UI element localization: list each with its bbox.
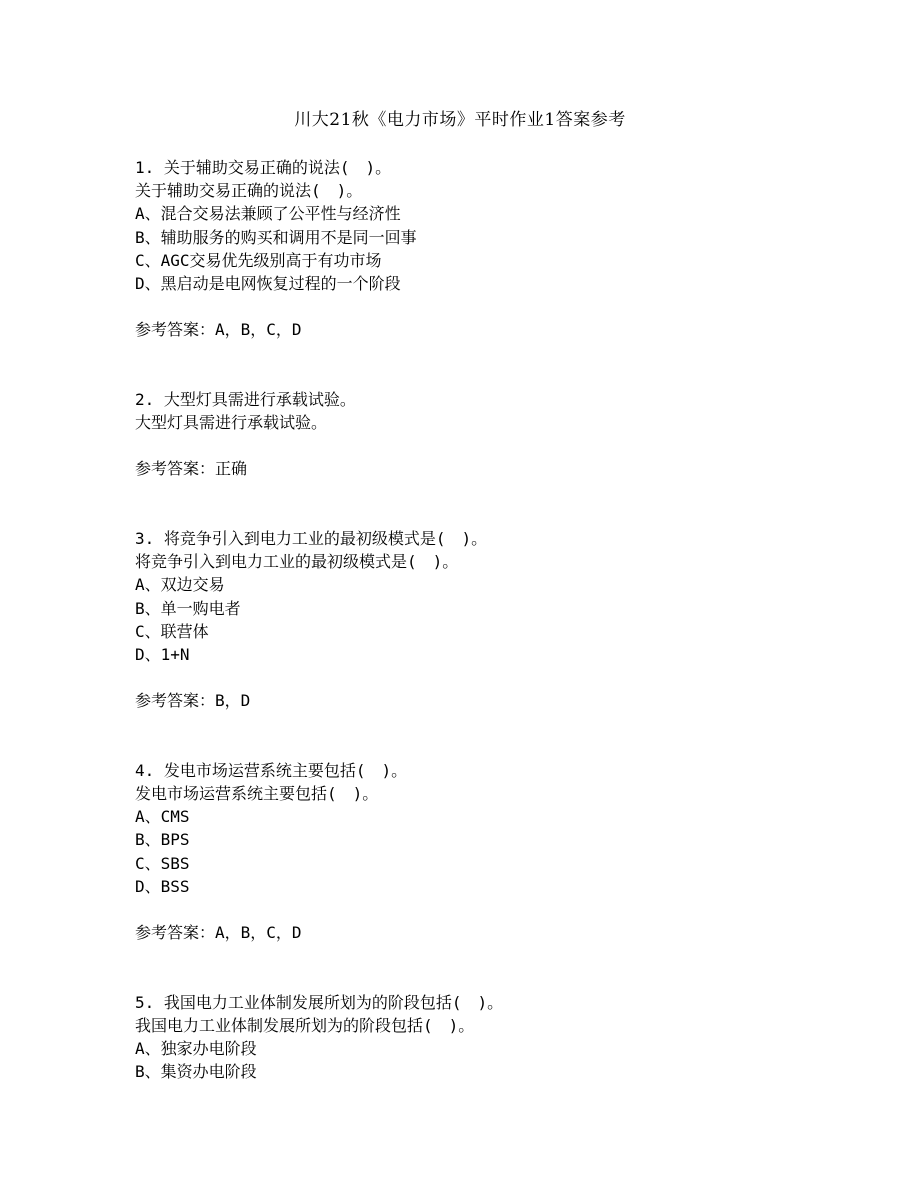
answer-label: 参考答案： (135, 459, 216, 479)
question-4 (135, 759, 835, 945)
answer-value: 正确 (215, 459, 248, 479)
question-repeat: 将竞争引入到电力工业的最初级模式是( )。 (135, 552, 459, 572)
option-d: D、BSS (135, 876, 190, 896)
question-stem: 2. 大型灯具需进行承载试验。 (135, 389, 356, 409)
question-stem: 4. 发电市场运营系统主要包括( )。 (135, 760, 408, 780)
question-2 (135, 388, 835, 481)
question-stem: 3. 将竞争引入到电力工业的最初级模式是( )。 (135, 529, 488, 549)
option-d: D、1+N (135, 644, 190, 664)
answer-value: A，B，C，D (215, 320, 302, 340)
option-d: D、黑启动是电网恢复过程的一个阶段 (135, 273, 401, 293)
answer-label: 参考答案： (135, 691, 216, 711)
answer-line (135, 318, 835, 341)
question-repeat: 我国电力工业体制发展所划为的阶段包括( )。 (135, 1016, 475, 1035)
option-c: C、SBS (135, 853, 190, 873)
option-a: A、独家办电阶段 (135, 1039, 257, 1059)
answer-line (135, 921, 835, 944)
question-3 (135, 527, 835, 713)
question-stem: 1. 关于辅助交易正确的说法( )。 (135, 158, 392, 177)
question-stem: 5. 我国电力工业体制发展所划为的阶段包括( )。 (135, 992, 504, 1012)
answer-value: B，D (215, 691, 251, 711)
option-b: B、辅助服务的购买和调用不是同一回事 (135, 227, 417, 247)
answer-line (135, 457, 835, 480)
question-1 (135, 156, 835, 342)
document-title: 川大21秋《电力市场》平时作业1答案参考 (294, 110, 626, 130)
option-c: C、联营体 (135, 621, 209, 641)
answer-line (135, 689, 835, 712)
answer-label: 参考答案： (135, 320, 216, 340)
option-b: B、单一购电者 (135, 598, 241, 618)
answer-label: 参考答案： (135, 923, 216, 943)
answer-value: A，B，C，D (215, 923, 302, 943)
option-a: A、双边交易 (135, 575, 225, 595)
option-a: A、CMS (135, 807, 190, 827)
question-list (135, 156, 835, 1084)
question-5 (135, 991, 835, 1084)
option-a: A、混合交易法兼顾了公平性与经济性 (135, 204, 401, 224)
question-repeat: 大型灯具需进行承载试验。 (135, 413, 328, 433)
question-repeat: 发电市场运营系统主要包括( )。 (135, 784, 379, 804)
option-b: B、集资办电阶段 (135, 1062, 257, 1082)
option-b: B、BPS (135, 830, 190, 850)
option-c: C、AGC交易优先级别高于有功市场 (135, 250, 382, 270)
question-repeat: 关于辅助交易正确的说法( )。 (135, 181, 363, 201)
